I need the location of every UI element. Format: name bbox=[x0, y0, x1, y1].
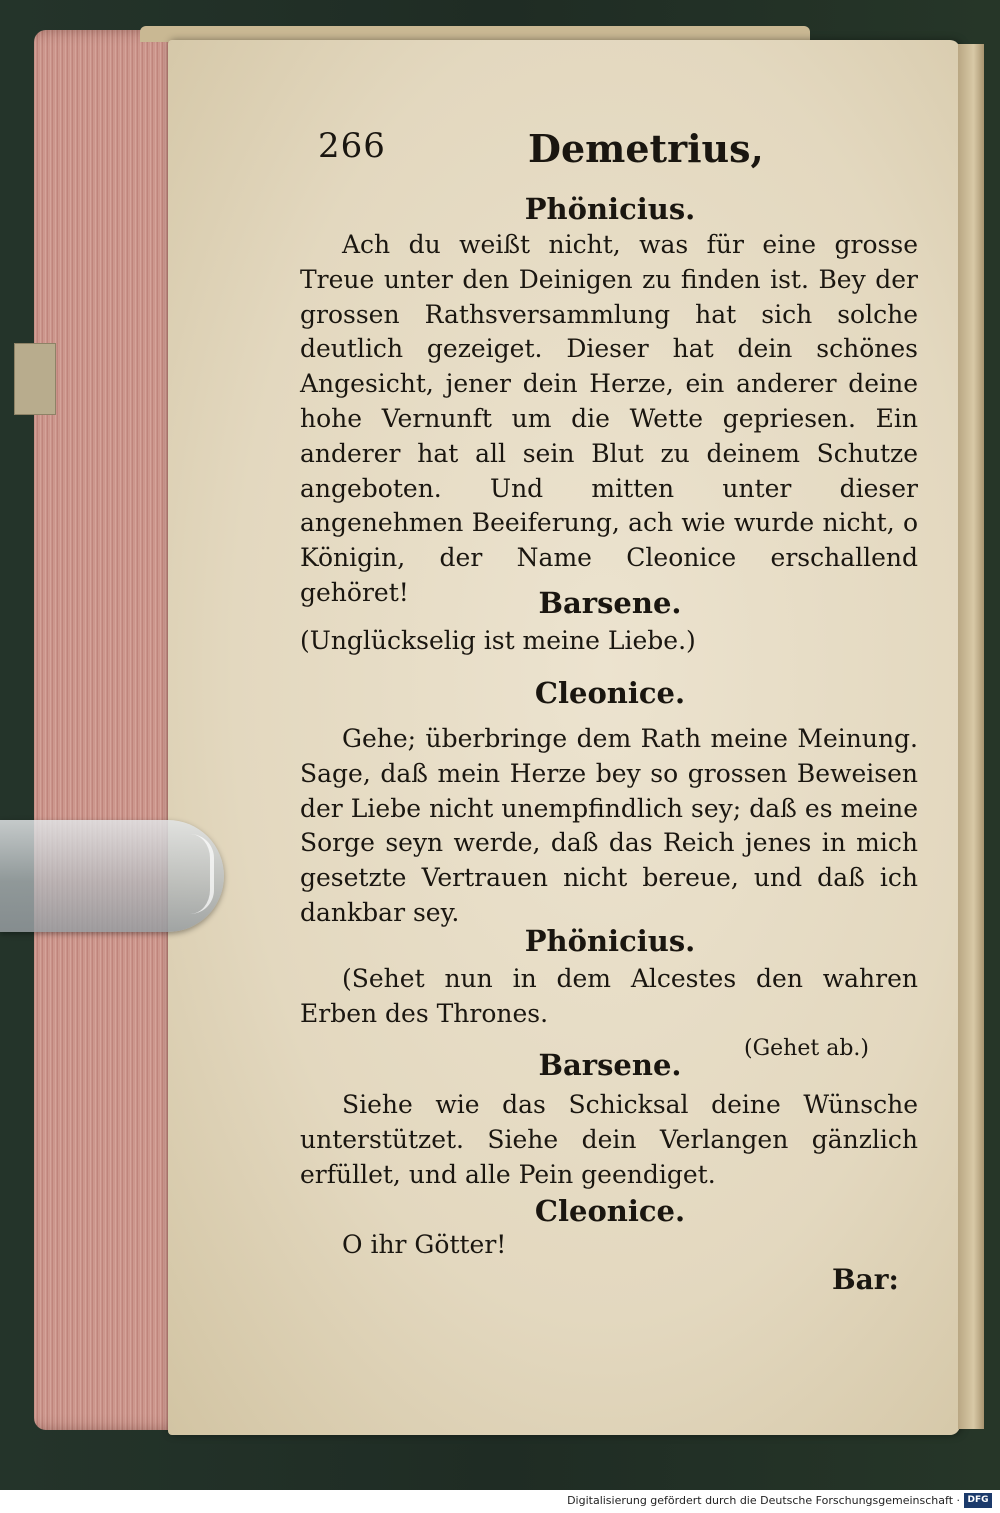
dialogue-paragraph: O ihr Götter! bbox=[342, 1230, 507, 1259]
speaker-name: Cleonice. bbox=[534, 676, 686, 710]
speaker-name: Phönicius. bbox=[524, 924, 696, 958]
facing-page-edge bbox=[958, 44, 984, 1429]
running-head: Demetrius, bbox=[528, 126, 764, 171]
speaker-name: Cleonice. bbox=[534, 1194, 686, 1228]
dialogue-paragraph: (Sehet nun in dem Alcestes den wahren Erben des Thrones. bbox=[300, 964, 918, 1028]
dialogue-paragraph: Siehe wie das Schicksal deine Wünsche unterstützet. Siehe dein Verlangen gänzlich erfüllet, und alle Pein geendiget. bbox=[300, 1090, 918, 1189]
dialogue-paragraph: Ach du weißt nicht, was für eine grosse Treue unter den Deinigen zu finden ist. Bey der grossen Rathsversammlung hat sich solche deutlich gezeiget. Dieser hat dein schönes Angesicht, jener dein Herze, ein anderer deine hohe Vernunft um die Wette gepriesen. Ein anderer hat all sein Blut zu deinem Schutze angeboten. Und mitten unter dieser angenehmen Beeiferung, ach wie wurde nicht, o Königin, der Name Cleonice erschallend gehöret! bbox=[300, 230, 918, 607]
speaker-name: Barsene. bbox=[538, 586, 682, 620]
page-number: 266 bbox=[318, 126, 386, 166]
dialogue-paragraph: (Unglückselig ist meine Liebe.) bbox=[300, 626, 696, 655]
book-page-edges bbox=[34, 30, 184, 1430]
stage-direction: (Gehet ab.) bbox=[744, 1036, 869, 1061]
footer-credit: Digitalisierung gefördert durch die Deutsche Forschungsgemeinschaft · bbox=[567, 1494, 960, 1507]
glass-page-clip bbox=[0, 820, 224, 932]
bookmark-tab bbox=[14, 343, 56, 415]
catchword: Bar: bbox=[832, 1263, 899, 1296]
dfg-logo-icon: DFG bbox=[964, 1493, 992, 1508]
footer-bar bbox=[0, 1490, 1000, 1513]
speaker-name: Phönicius. bbox=[524, 192, 696, 226]
speaker-name: Barsene. bbox=[538, 1048, 682, 1082]
dialogue-paragraph: Gehe; überbringe dem Rath meine Meinung. Sage, daß mein Herze bey so grossen Beweisen der Liebe nicht unempfindlich sey; daß es meine Sorge seyn werde, daß das Reich jenes in mich gesetzte Vertrauen nicht bereue, und daß ich dankbar sey. bbox=[300, 724, 918, 927]
